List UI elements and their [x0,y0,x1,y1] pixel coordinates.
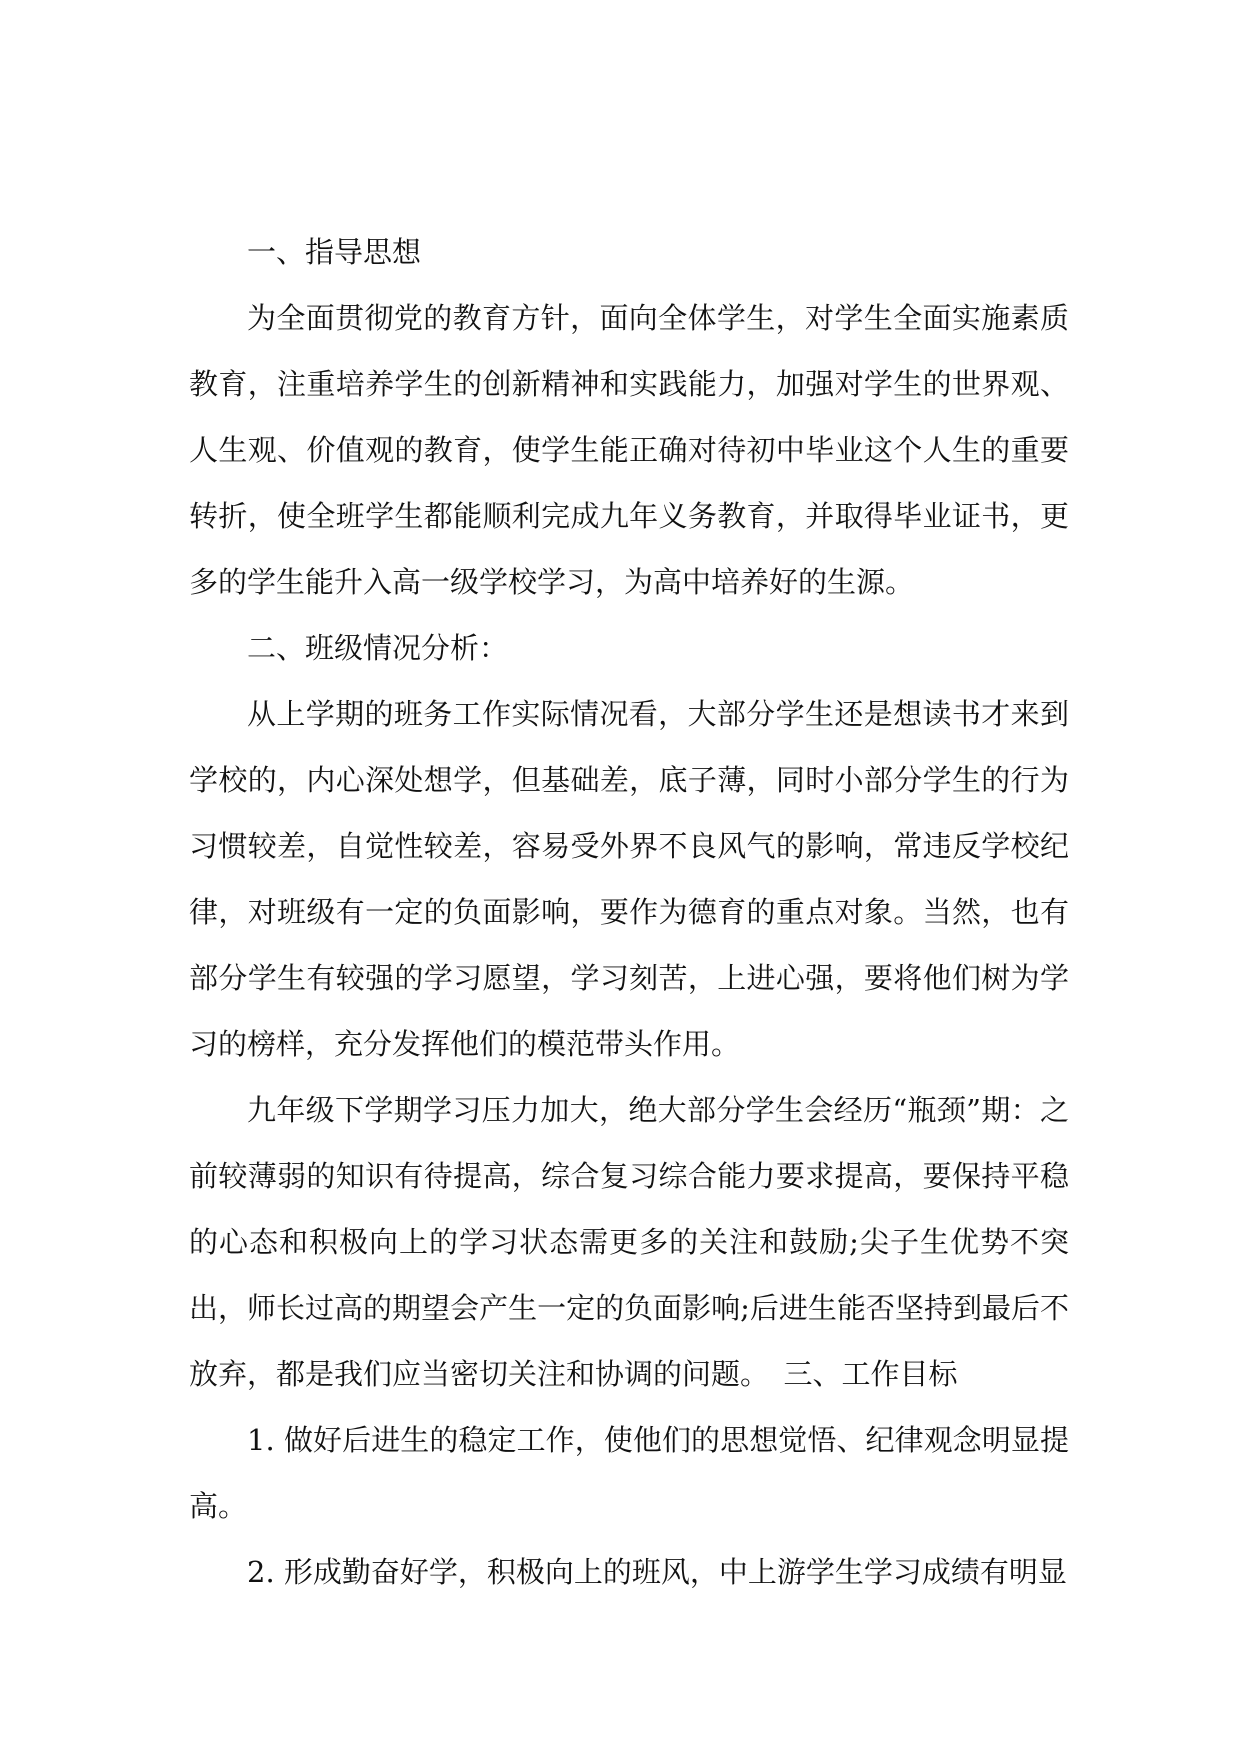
section-heading-guiding-ideology: 一、指导思想 [247,235,422,269]
paragraph-bottleneck: 九年级下学期学习压力加大，绝大部分学生会经历“瓶颈”期：之前较薄弱的知识有待提高，综合复习综合能力要求提高，要保持平稳的心态和积极向上的学习状态需更多的关注和鼓励;尖子生优势不突出，师长过高的期望会产生一定的负面影响;后进生能否坚持到最后不放弃，都是我们应当密切关注和协调的问题。 三、工作目标 [189,1093,1069,1391]
section-heading-class-analysis: 二、班级情况分析： [247,631,509,665]
paragraph-class-analysis: 从上学期的班务工作实际情况看，大部分学生还是想读书才来到学校的，内心深处想学，但基础差，底子薄，同时小部分学生的行为习惯较差，自觉性较差，容易受外界不良风气的影响，常违反学校纪律，对班级有一定的负面影响，要作为德育的重点对象。当然，也有部分学生有较强的学习愿望，学习刻苦，上进心强，要将他们树为学习的榜样，充分发挥他们的模范带头作用。 [189,697,1069,1061]
list-item-goal-2: 2. 形成勤奋好学，积极向上的班风，中上游学生学习成绩有明显 [247,1555,1067,1589]
paragraph-guiding-ideology: 为全面贯彻党的教育方针，面向全体学生，对学生全面实施素质教育，注重培养学生的创新精神和实践能力，加强对学生的世界观、人生观、价值观的教育，使学生能正确对待初中毕业这个人生的重要转折，使全班学生都能顺利完成九年义务教育，并取得毕业证书，更多的学生能升入高一级学校学习，为高中培养好的生源。 [189,301,1069,599]
document-body [189,219,1069,1605]
list-item-goal-1: 1. 做好后进生的稳定工作，使他们的思想觉悟、纪律观念明显提高。 [189,1423,1069,1523]
